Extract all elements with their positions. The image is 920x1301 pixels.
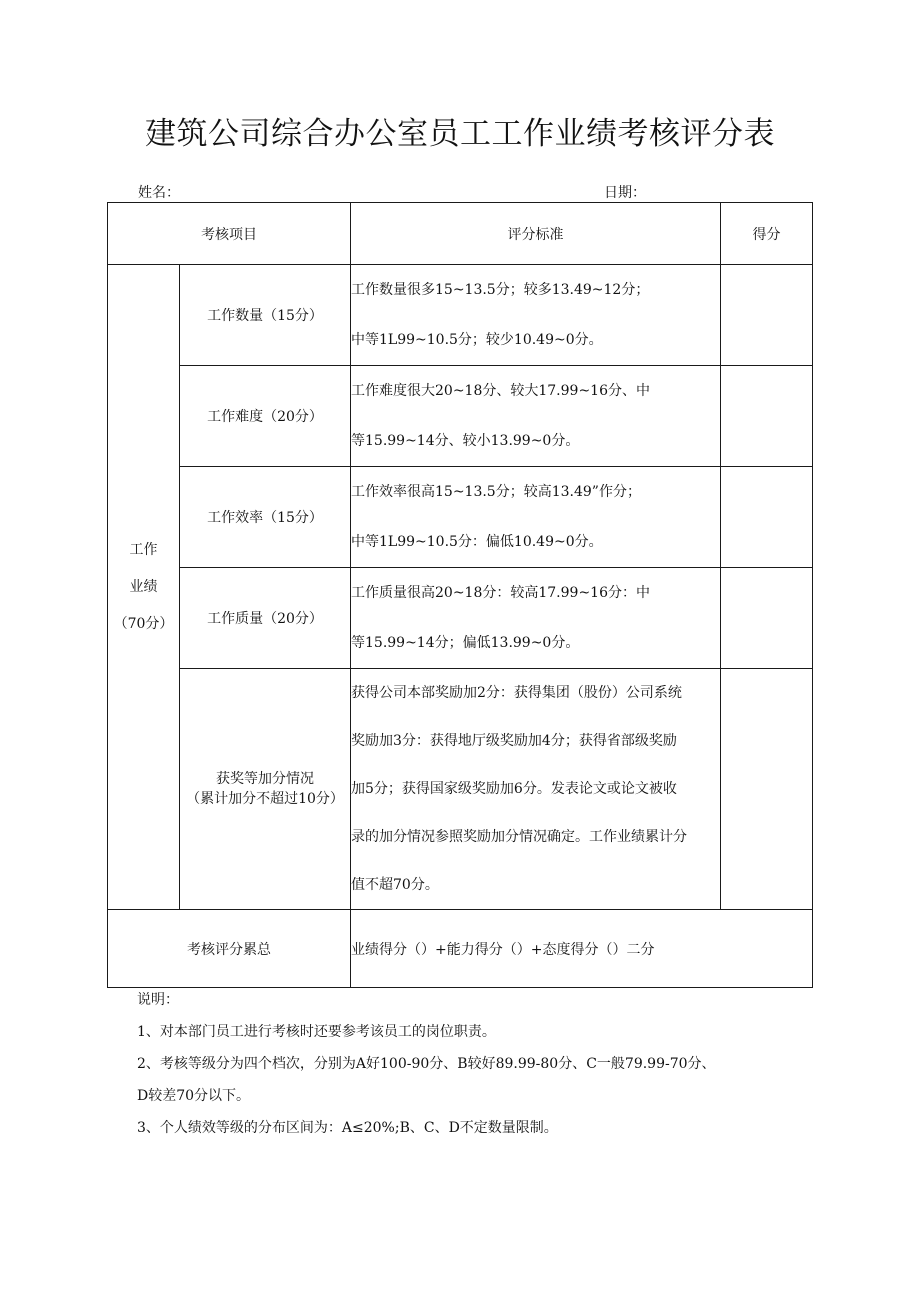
note-item: 1、对本部门员工进行考核时还要参考该员工的岗位职责。 xyxy=(137,1024,496,1040)
criteria-line: 工作难度很大20~18分、较大17.99~16分、中 xyxy=(351,383,650,399)
criteria-line: 录的加分情况参照奖励加分情况确定。工作业绩累计分 xyxy=(351,829,687,845)
name-label: 姓名： xyxy=(138,185,180,201)
header-criteria: 评分标准 xyxy=(351,203,721,265)
table-row xyxy=(108,366,813,467)
criteria-line: 工作质量很高20~18分：较高17.99~16分：中 xyxy=(351,585,650,601)
criteria-line: 中等1L99~10.5分；较少10.49~0分。 xyxy=(351,332,603,348)
note-item: 3、个人绩效等级的分布区间为：A≤20%;B、C、D不定数量限制。 xyxy=(137,1120,558,1136)
category-cell xyxy=(108,265,180,910)
header-score: 得分 xyxy=(721,203,813,265)
header-item: 考核项目 xyxy=(108,203,351,265)
criteria-line: 奖励加3分：获得地厅级奖励加4分；获得省部级奖励 xyxy=(351,733,677,749)
criteria-efficiency xyxy=(351,467,721,568)
criteria-line: 等15.99~14分、较小13.99~0分。 xyxy=(351,433,580,449)
criteria-quantity xyxy=(351,265,721,366)
bonus-label-line2: （累计加分不超过10分） xyxy=(186,791,344,807)
total-label: 考核评分累总 xyxy=(108,910,351,988)
criteria-line: 加5分；获得国家级奖励加6分。发表论文或论文被收 xyxy=(351,781,677,797)
note-item: D较差70分以下。 xyxy=(137,1088,251,1104)
item-quantity: 工作数量（15分） xyxy=(180,265,351,366)
criteria-difficulty xyxy=(351,366,721,467)
score-cell-bonus[interactable] xyxy=(721,669,813,910)
page-title: 建筑公司综合办公室员工工作业绩考核评分表 xyxy=(145,116,775,152)
score-cell-difficulty[interactable] xyxy=(721,366,813,467)
item-difficulty: 工作难度（20分） xyxy=(180,366,351,467)
evaluation-table xyxy=(107,202,813,988)
category-label-line2: 业绩 xyxy=(129,578,158,595)
notes-section xyxy=(137,984,827,1144)
item-bonus xyxy=(180,669,351,910)
score-cell-quality[interactable] xyxy=(721,568,813,669)
table-row xyxy=(108,568,813,669)
category-label-line1: 工作 xyxy=(129,541,158,558)
criteria-line: 工作数量很多15~13.5分；较多13.49~12分； xyxy=(351,282,650,298)
notes-heading: 说明： xyxy=(137,992,179,1008)
note-item: 2、考核等级分为四个档次，分别为A好100-90分、B较好89.99-80分、C一般79.99-70分、 xyxy=(137,1056,716,1072)
criteria-line: 中等1L99~10.5分：偏低10.49~0分。 xyxy=(351,534,603,550)
table-row xyxy=(108,467,813,568)
criteria-line: 值不超70分。 xyxy=(351,877,439,893)
item-quality: 工作质量（20分） xyxy=(180,568,351,669)
bonus-label-line1: 获奖等加分情况 xyxy=(216,771,314,787)
total-formula: 业绩得分（）+能力得分（）+态度得分（）二分 xyxy=(351,910,813,988)
criteria-line: 等15.99~14分；偏低13.99~0分。 xyxy=(351,635,580,651)
table-row xyxy=(108,265,813,366)
score-cell-efficiency[interactable] xyxy=(721,467,813,568)
date-label: 日期： xyxy=(604,185,646,201)
table-header-row xyxy=(108,203,813,265)
table-row-total xyxy=(108,910,813,988)
criteria-line: 工作效率很高15~13.5分；较高13.49”作分； xyxy=(351,484,641,500)
table-row-bonus xyxy=(108,669,813,910)
criteria-line: 获得公司本部奖励加2分：获得集团（股份）公司系统 xyxy=(351,685,682,701)
category-label-line3: （70分） xyxy=(113,615,174,632)
item-efficiency: 工作效率（15分） xyxy=(180,467,351,568)
criteria-quality xyxy=(351,568,721,669)
criteria-bonus xyxy=(351,669,721,910)
score-cell-quantity[interactable] xyxy=(721,265,813,366)
